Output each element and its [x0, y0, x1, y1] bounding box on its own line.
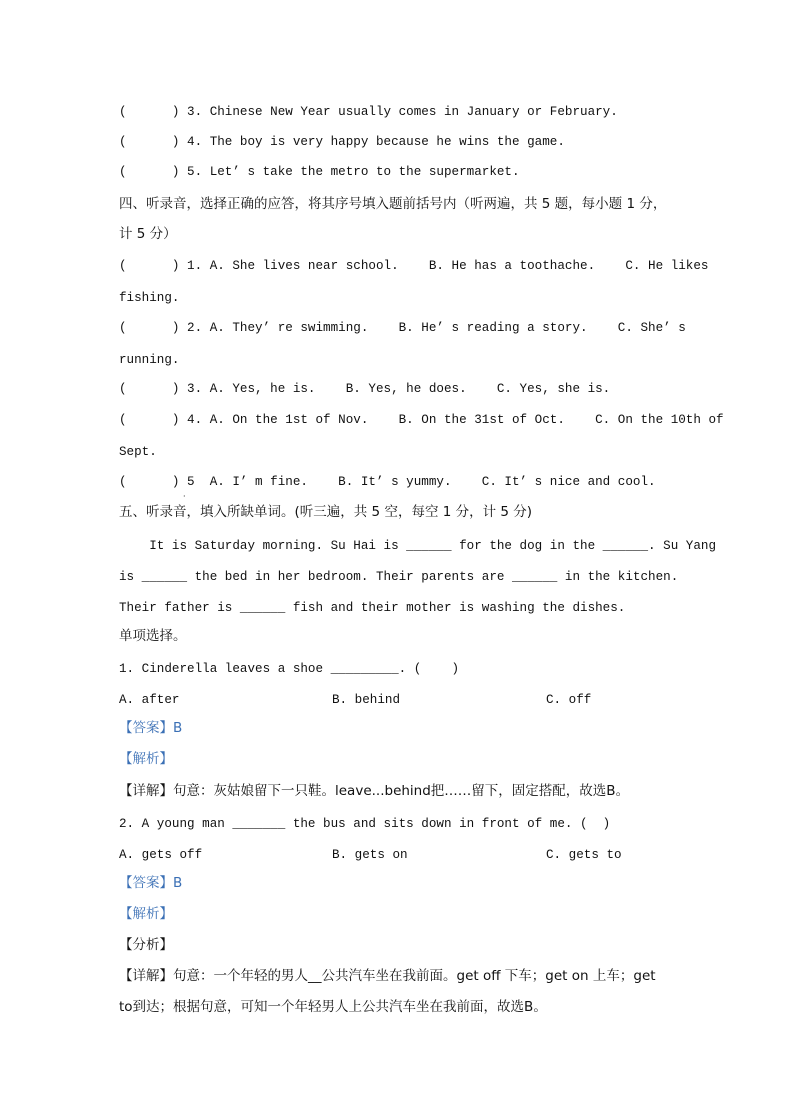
q2-stem: 2. A young man _______ the bus and sits down in front of me. ( ) [119, 817, 611, 831]
s4-q2-line: ( ) 2. A. They’ re swimming. B. He’ s reading a story. C. She’ s [119, 321, 686, 335]
section5-title: 五、听录音，填入所缺单词。(听三遍，共 5 空，每空 1 分，计 5 分) [119, 504, 533, 520]
section4-title-line2: 计 5 分） [119, 226, 177, 242]
q1-analysis: 【解析】 [119, 751, 173, 767]
stray-dot: · [183, 492, 186, 501]
q2-option-c: C. gets to [546, 848, 622, 862]
q1-option-b: B. behind [332, 693, 401, 707]
tf-item-3: ( ) 3. Chinese New Year usually comes in January or February. [119, 105, 618, 119]
s4-q2-cont: running. [119, 353, 180, 367]
q1-answer: 【答案】B [119, 720, 183, 736]
s4-q5-line: ( ) 5 A. I’ m fine. B. It’ s yummy. C. It’ s nice and cool. [119, 475, 656, 489]
q2-answer: 【答案】B [119, 875, 183, 891]
q2-fenxi: 【分析】 [119, 937, 173, 953]
q2-option-a: A. gets off [119, 848, 203, 862]
q2-analysis: 【解析】 [119, 906, 173, 922]
s4-q4-line: ( ) 4. A. On the 1st of Nov. B. On the 31st of Oct. C. On the 10th of [119, 413, 724, 427]
q2-option-b: B. gets on [332, 848, 408, 862]
q2-detail-line1: 【详解】句意：一个年轻的男人__公共汽车坐在我前面。get off 下车；get on 上车；get [119, 968, 656, 984]
s5-passage-line3: Their father is ______ fish and their mother is washing the dishes. [119, 601, 626, 615]
q1-option-a: A. after [119, 693, 180, 707]
s5-passage-line2: is ______ the bed in her bedroom. Their parents are ______ in the kitchen. [119, 570, 679, 584]
s4-q3-line: ( ) 3. A. Yes, he is. B. Yes, he does. C. Yes, she is. [119, 382, 611, 396]
single-choice-heading: 单项选择。 [119, 628, 187, 644]
q1-option-c: C. off [546, 693, 592, 707]
s4-q1-cont: fishing. [119, 291, 180, 305]
s5-passage-line1: It is Saturday morning. Su Hai is ______ for the dog in the ______. Su Yang [119, 539, 717, 553]
section4-title-line1: 四、听录音，选择正确的应答，将其序号填入题前括号内（听两遍，共 5 题，每小题 1 分， [119, 196, 667, 212]
q1-detail: 【详解】句意：灰姑娘留下一只鞋。leave...behind把……留下，固定搭配，故选B。 [119, 783, 630, 799]
s4-q1-line: ( ) 1. A. She lives near school. B. He has a toothache. C. He likes [119, 259, 709, 273]
q1-stem: 1. Cinderella leaves a shoe _________. ( ) [119, 662, 460, 676]
tf-item-4: ( ) 4. The boy is very happy because he wins the game. [119, 135, 565, 149]
tf-item-5: ( ) 5. Let’ s take the metro to the supermarket. [119, 165, 520, 179]
s4-q4-cont: Sept. [119, 445, 157, 459]
q2-detail-line2: to到达；根据句意，可知一个年轻男人上公共汽车坐在我前面，故选B。 [119, 999, 547, 1015]
